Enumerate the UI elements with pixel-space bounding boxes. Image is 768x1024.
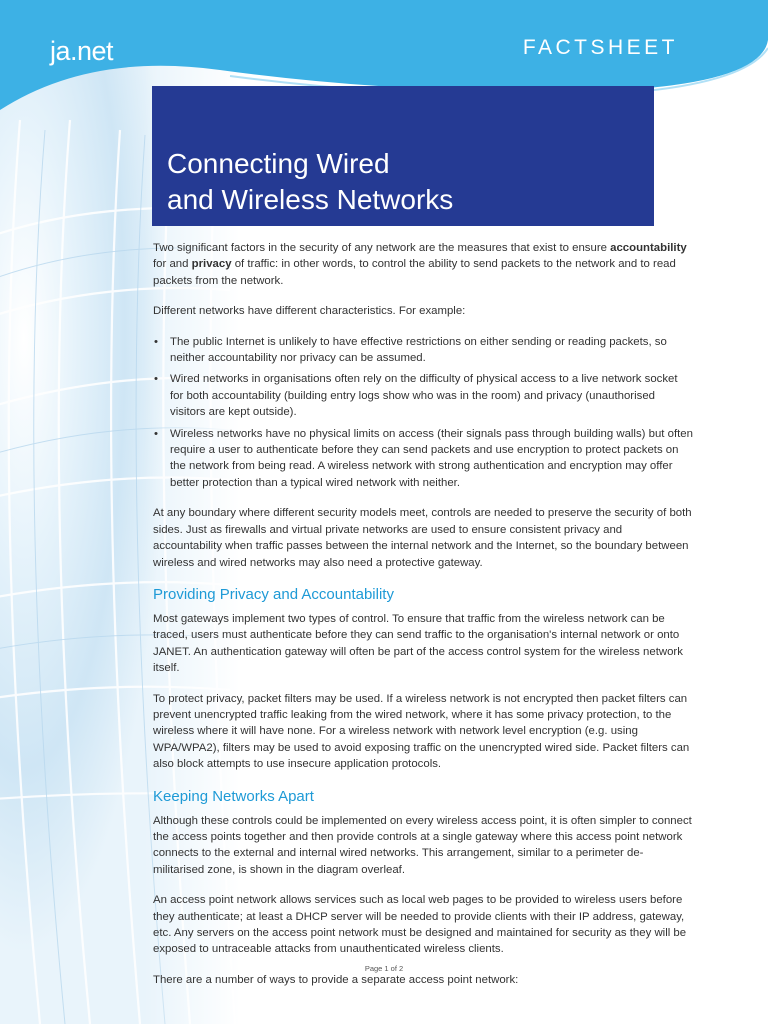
- differences-paragraph: Different networks have different characteristics. For example:: [153, 305, 466, 318]
- janet-logo: ja.net: [50, 36, 114, 66]
- title-box: [152, 86, 654, 226]
- section2-paragraph: An access point network allows services such as local web pages to be provided to wireless users before they authenticate; at least a DHCP server will be needed to provide clients with their IP address, gateway, etc. Any servers on the access point network must be designed and maintained for security as they will be exposed to untraceable attacks from unauthenticated wireless clients.: [153, 894, 687, 956]
- section2-paragraph: There are a number of ways to provide a separate access point network:: [153, 973, 519, 986]
- section-heading-apart: Keeping Networks Apart: [153, 787, 314, 805]
- page-title: [167, 146, 453, 218]
- section2-paragraph: Although these controls could be implemented on every wireless access point, it is often simpler to connect the access points together and then provide controls at a single gateway where this access point network connects to the external and internal wired networks. This arrangement, similar to a perimeter de-militarised zone, is shown in the diagram overleaf.: [153, 814, 692, 876]
- network-characteristics-list: [153, 334, 693, 492]
- section1-paragraph: Most gateways implement two types of control. To ensure that traffic from the wireless network can be traced, users must authenticate before they can send traffic to the organisation's internal network or onto JANET. An authentication gateway will often be part of the access control system for the wireless network itself.: [153, 612, 683, 675]
- privacy-term: privacy: [191, 258, 232, 271]
- list-item: • The public Internet is unlikely to have effective restrictions on either sending or reading packets, so neither accountability nor privacy can be assumed.: [153, 334, 693, 367]
- boundary-paragraph: At any boundary where different security models meet, controls are needed to preserve the security of both sides. Just as firewalls and virtual private networks are used to ensure consistent privacy and accountability when traffic passes between the internal network and the Internet, so the boundary between wireless and wired networks may also need a protective gateway.: [153, 507, 692, 569]
- list-item: • Wireless networks have no physical limits on access (their signals pass through building walls) but often require a user to authenticate before they can send packets and use encryption to protect packets on the network from being read. A wireless network with strong authentication and encryption may offer better protection than a typical wired network with neither.: [153, 426, 693, 492]
- factsheet-label: FACTSHEET: [522, 36, 678, 59]
- title-line-1: Connecting Wired: [167, 148, 390, 179]
- section1-paragraph: To protect privacy, packet filters may be used. If a wireless network is not encrypted then packet filters can prevent unencrypted traffic leaking from the wired network, where it has some privacy protection, to the wireless where it will have none. For a wireless network with network level encryption (e.g. using WPA/WPA2), filters may be used to avoid exposing traffic on the unencrypted wired side. Packet filters can also block attempts to use insecure application protocols.: [153, 692, 690, 771]
- section-heading-privacy: Providing Privacy and Accountability: [153, 585, 394, 603]
- body-content: [153, 240, 693, 1002]
- accountability-term: accountability: [610, 242, 687, 254]
- title-line-2: and Wireless Networks: [167, 184, 454, 215]
- list-item: • Wired networks in organisations often rely on the difficulty of physical access to a live network socket for both accountability (building entry logs show who was in the room) and privacy (unauthorised visitors are kept outside).: [153, 371, 693, 420]
- intro-paragraph: Two significant factors in the security of any network are the measures that exist to ensure accountability for and privacy of traffic: in other words, to control the ability to send packets to the network and to read packets from the network.: [153, 242, 687, 287]
- page-number: Page 1 of 2: [364, 964, 404, 973]
